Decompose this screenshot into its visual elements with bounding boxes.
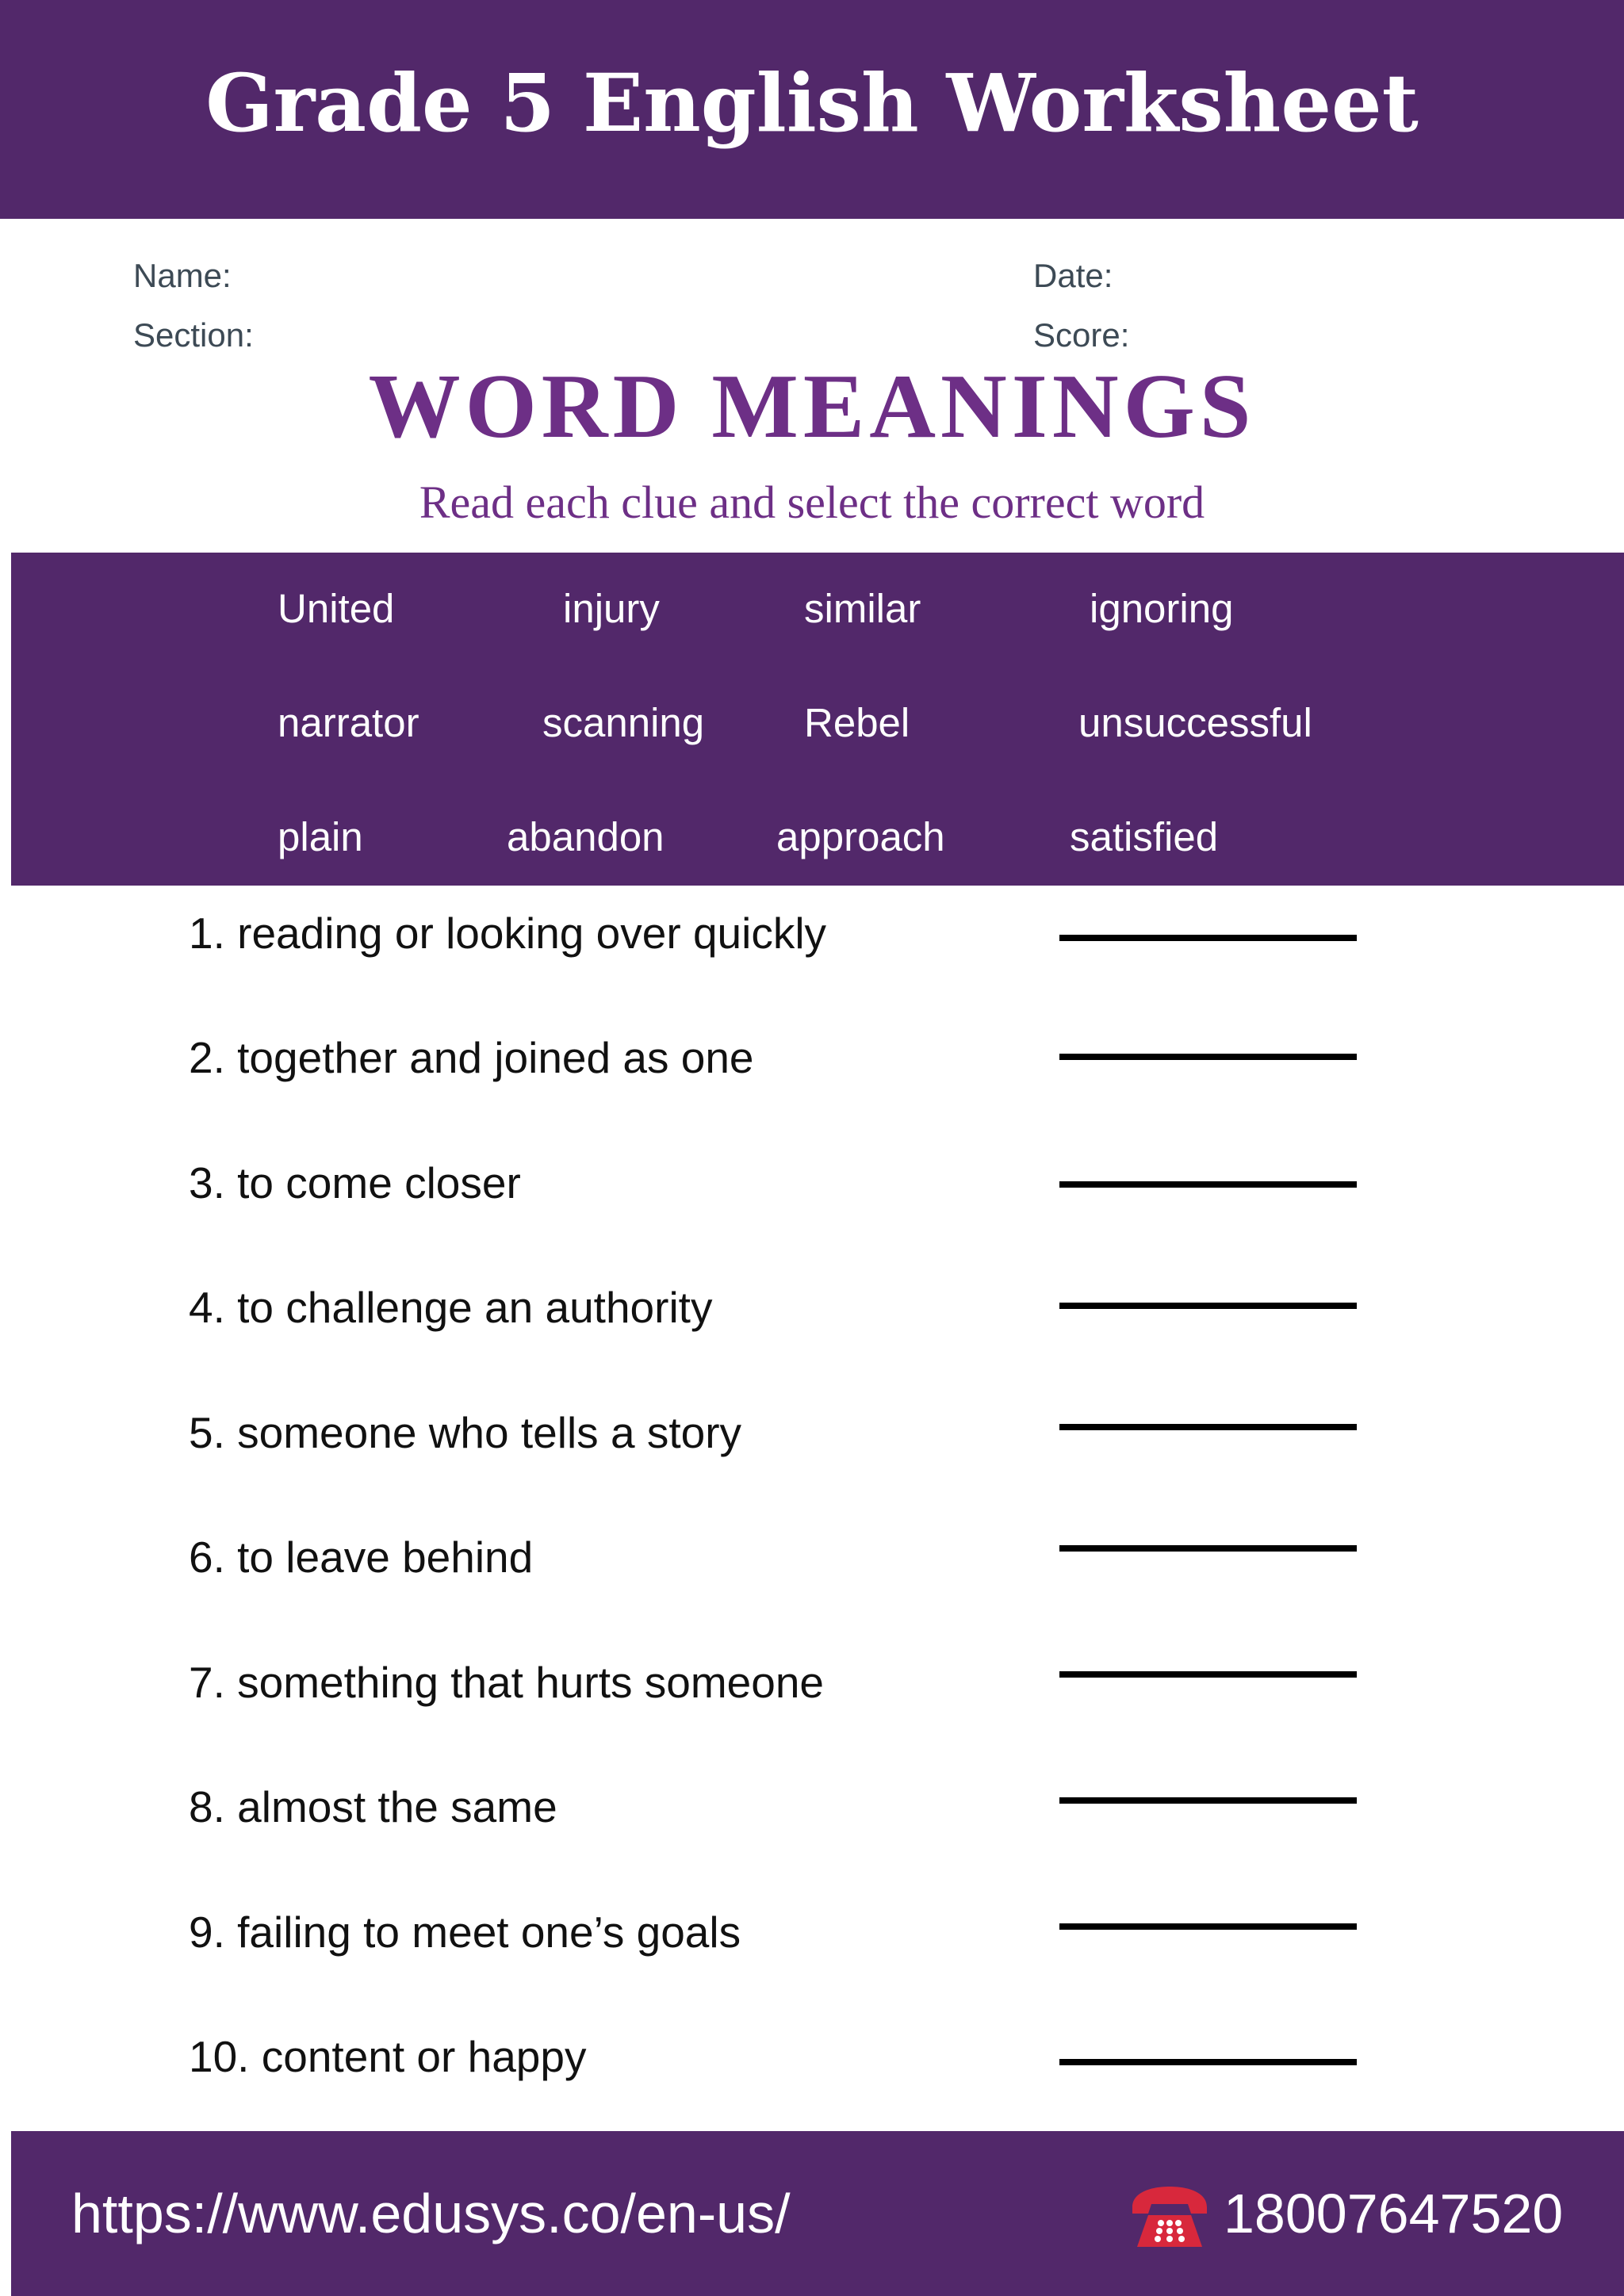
word-bank-item: abandon <box>507 814 665 859</box>
word-bank-item: similar <box>804 586 921 631</box>
word-bank-item: unsuccessful <box>1078 700 1312 745</box>
question-2: 2. together and joined as one <box>189 1033 754 1082</box>
activity-instruction: Read each clue and select the correct word <box>419 476 1205 528</box>
worksheet-title: Grade 5 English Worksheet <box>205 56 1419 150</box>
question-4: 4. to challenge an authority <box>189 1283 713 1332</box>
word-bank-item: approach <box>776 814 945 859</box>
word-bank-item: scanning <box>542 700 705 745</box>
question-6: 6. to leave behind <box>189 1533 534 1582</box>
answer-line-3[interactable] <box>1059 1181 1357 1188</box>
word-bank-item: United <box>278 586 395 631</box>
question-8: 8. almost the same <box>189 1782 557 1831</box>
name-label: Name: <box>133 257 232 294</box>
answer-line-5[interactable] <box>1059 1424 1357 1430</box>
word-bank-item: injury <box>563 586 660 631</box>
answer-line-10[interactable] <box>1059 2059 1357 2065</box>
score-label: Score: <box>1033 316 1130 354</box>
word-bank-item: narrator <box>278 700 419 745</box>
word-bank-item: plain <box>278 814 363 859</box>
question-1: 1. reading or looking over quickly <box>189 909 827 958</box>
answer-line-8[interactable] <box>1059 1797 1357 1804</box>
question-5: 5. someone who tells a story <box>189 1408 742 1457</box>
question-10: 10. content or happy <box>189 2032 587 2081</box>
question-3: 3. to come closer <box>189 1158 521 1207</box>
question-7: 7. something that hurts someone <box>189 1658 825 1707</box>
word-bank-item: ignoring <box>1090 586 1234 631</box>
answer-line-6[interactable] <box>1059 1545 1357 1552</box>
phone-number[interactable]: 18007647520 <box>1224 2183 1564 2244</box>
answer-line-9[interactable] <box>1059 1923 1357 1930</box>
question-9: 9. failing to meet one’s goals <box>189 1908 741 1957</box>
answer-line-1[interactable] <box>1059 935 1357 941</box>
answer-line-7[interactable] <box>1059 1671 1357 1678</box>
word-bank-item: Rebel <box>804 700 910 745</box>
activity-heading: WORD MEANINGS <box>368 356 1256 457</box>
date-label: Date: <box>1033 257 1113 294</box>
website-link[interactable]: https://www.edusys.co/en-us/ <box>71 2183 791 2244</box>
word-bank-item: satisfied <box>1070 814 1219 859</box>
answer-line-4[interactable] <box>1059 1303 1357 1309</box>
telephone-icon <box>1128 2183 1212 2248</box>
section-label: Section: <box>133 316 254 354</box>
answer-line-2[interactable] <box>1059 1054 1357 1060</box>
